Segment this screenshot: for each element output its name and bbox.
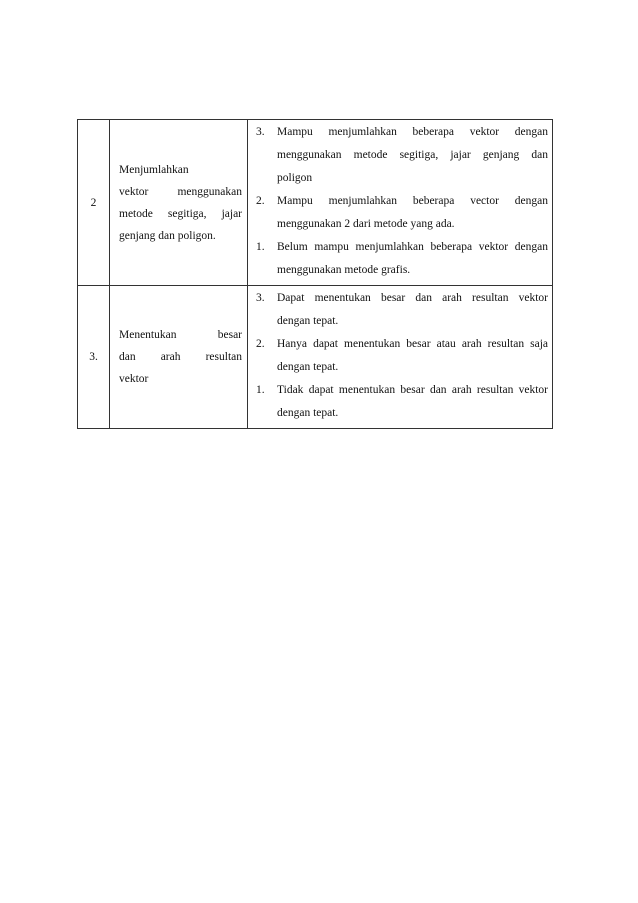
criterion-line: Tidak dapat menentukan besar dan arah resultan vektor bbox=[277, 384, 548, 396]
criterion-line: dengan tepat. bbox=[277, 315, 339, 327]
criterion-line: Mampu menjumlahkan beberapa vektor dengan bbox=[277, 126, 548, 138]
criterion-score: 1. bbox=[256, 384, 265, 396]
criterion-score: 2. bbox=[256, 195, 265, 207]
criterion-line: dengan tepat. bbox=[277, 361, 339, 373]
criterion-line: poligon bbox=[277, 172, 313, 184]
criteria-cell bbox=[248, 120, 553, 286]
indicator-cell bbox=[110, 120, 248, 286]
indicator-cell bbox=[110, 286, 248, 429]
criterion-line: Hanya dapat menentukan besar atau arah resultan saja bbox=[277, 338, 548, 350]
criterion-line: menggunakan 2 dari metode yang ada. bbox=[277, 218, 455, 230]
criterion-line: Dapat menentukan besar dan arah resultan vektor bbox=[277, 292, 548, 304]
indicator-line: Menentukan besar bbox=[119, 329, 242, 341]
criterion-item bbox=[256, 379, 548, 425]
criterion-line: menggunakan metode grafis. bbox=[277, 264, 411, 276]
indicator-line: metode segitiga, jajar bbox=[119, 207, 242, 220]
table-row bbox=[78, 286, 553, 429]
criterion-item bbox=[256, 121, 548, 190]
indicator-line: Menjumlahkan bbox=[119, 163, 189, 176]
table-row bbox=[78, 120, 553, 286]
criterion-score: 3. bbox=[256, 292, 265, 304]
criterion-score: 3. bbox=[256, 126, 265, 138]
row-number: 2 bbox=[78, 120, 110, 286]
criterion-item bbox=[256, 287, 548, 333]
indicator-line: genjang dan poligon. bbox=[119, 229, 216, 242]
criterion-score: 1. bbox=[256, 241, 265, 253]
rubric-table bbox=[77, 119, 553, 429]
row-number: 3. bbox=[78, 286, 110, 429]
criterion-line: Belum mampu menjumlahkan beberapa vektor dengan bbox=[277, 241, 548, 253]
criteria-cell bbox=[248, 286, 553, 429]
criterion-score: 2. bbox=[256, 338, 265, 350]
criterion-item bbox=[256, 333, 548, 379]
indicator-line: vektor menggunakan bbox=[119, 185, 242, 198]
criterion-line: menggunakan metode segitiga, jajar genjang dan bbox=[277, 149, 548, 161]
criterion-line: dengan tepat. bbox=[277, 407, 339, 419]
indicator-line: dan arah resultan bbox=[119, 351, 242, 363]
criterion-item bbox=[256, 236, 548, 282]
criterion-item bbox=[256, 190, 548, 236]
criterion-line: Mampu menjumlahkan beberapa vector dengan bbox=[277, 195, 548, 207]
indicator-line: vektor bbox=[119, 373, 149, 385]
